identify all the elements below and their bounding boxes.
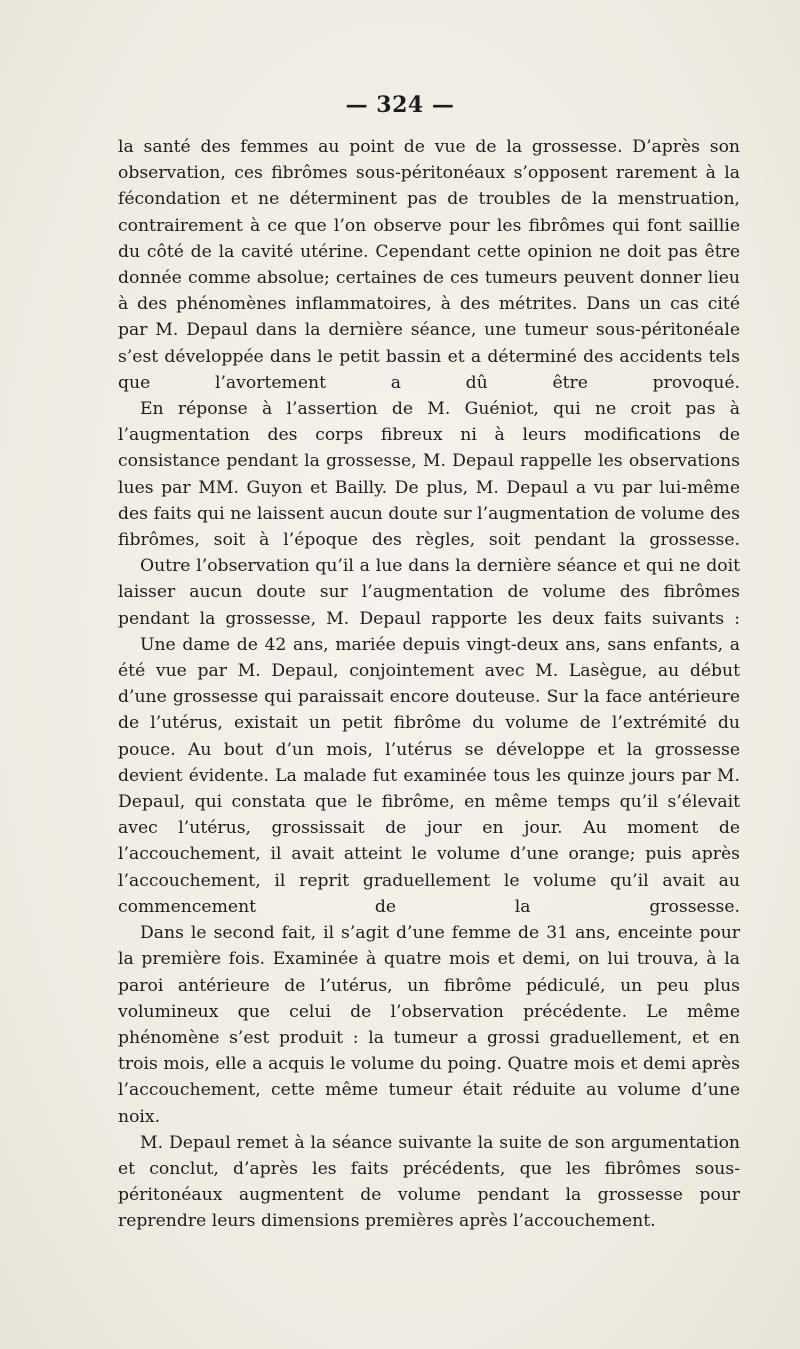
paragraph-guyon-bailly: En réponse à l’assertion de M. Guéniot, qui ne croit pas à l’augmentation des corps fibreux ni à leurs modifications de consistance pendant la grossesse, M. Depaul rappelle les observations lues par MM. Guyon et Bailly. De plus, M. Depaul a vu par lui-même des faits qui ne laissent aucun doute sur l’augmentation de volume des fibrômes, soit à l’époque des règles, soit pendant la grossesse. <box>118 399 740 551</box>
page-number: — 324 — <box>345 92 455 118</box>
paragraph-second-case: Dans le second fait, il s’agit d’une femme de 31 ans, enceinte pour la première fois. Examinée à quatre mois et demi, on lui trouva, à la paroi antérieure de l’utérus, un fibrôme pédiculé, un peu plus volumineux que celui de l’observation précédente. Le même phénomène s’est produit : la tumeur a grossi graduellement, et en trois mois, elle a acquis le volume du poing. Quatre mois et demi après l’accouchement, cette même tumeur était réduite au volume d’une noix. <box>118 923 740 1127</box>
body-text <box>118 134 740 1235</box>
paragraph-conclusion: M. Depaul remet à la séance suivante la suite de son argumentation et conclut, d’après les faits précédents, que les fibrômes sous-péritonéaux augmentent de volume pendant la grossesse pour reprendre leurs dimensions premières après l’accouchement. <box>118 1132 740 1232</box>
paragraph-first-case: Une dame de 42 ans, mariée depuis vingt-deux ans, sans enfants, a été vue par M. Depaul, conjointement avec M. Lasègue, au début d’une grossesse qui paraissait encore douteuse. Sur la face antérieure de l’utérus, existait un petit fibrôme du volume de l’extrémité du pouce. Au bout d’un mois, l’utérus se développe et la grossesse devient évidente. La malade fut examinée tous les quinze jours par M. Depaul, qui constata que le fibrôme, en même temps qu’il s’élevait avec l’utérus, grossissait de jour en jour. Au moment de l’accouchement, il avait atteint le volume d’une orange; puis après l’accouchement, il reprit graduellement le volume qu’il avait au commencement de la grossesse. <box>118 634 740 917</box>
paragraph-continuation: la santé des femmes au point de vue de la grossesse. D’après son observation, ces fibrômes sous-péritonéaux s’opposent rarement à la fécondation et ne déterminent pas de troubles de la menstruation, contrairement à ce que l’on observe pour les fibrômes qui font saillie du côté de la cavité utérine. Cependant cette opinion ne doit pas être donnée comme absolue; certaines de ces tumeurs peuvent donner lieu à des phénomènes inflammatoires, à des métrites. Dans un cas cité par M. Depaul dans la dernière séance, une tumeur sous-péritonéale s’est développée dans le petit bassin et a déterminé des accidents tels que l’avortement a dû être provoqué. <box>118 137 740 393</box>
paragraph-two-cases-intro: Outre l’observation qu’il a lue dans la dernière séance et qui ne doit laisser aucun doute sur l’augmentation de volume des fibrômes pendant la grossesse, M. Depaul rapporte les deux faits suivants : <box>118 556 740 629</box>
